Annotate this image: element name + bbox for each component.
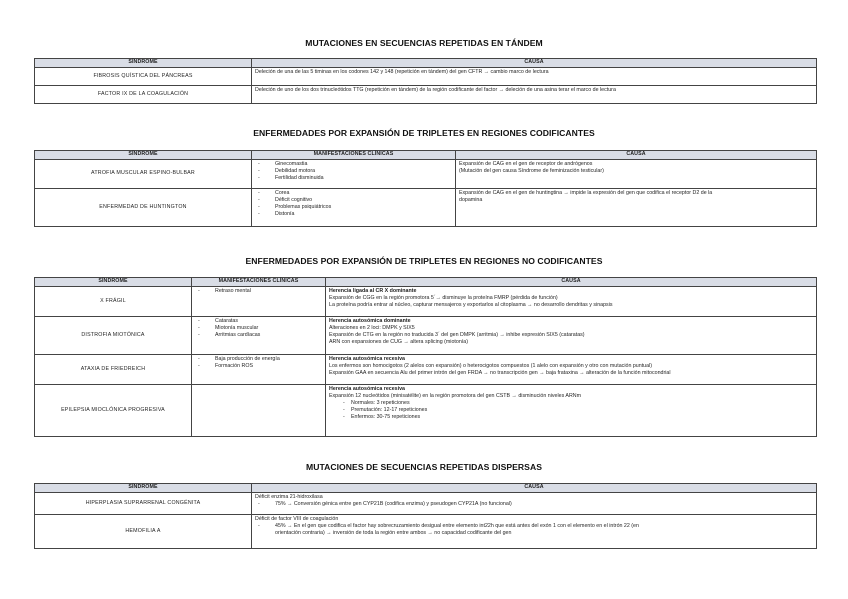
cause-line: Alteraciones en 2 loci: DMPK y SIX5 [329,324,415,331]
inheritance-heading: Herencia autosómica recesiva [329,355,405,362]
list-item: - Debilidad motora [255,168,452,175]
table-row [35,316,817,354]
list-item: - Normales: 3 repeticiones [329,400,813,407]
cause-line: La proteína podría entrar al núcleo, capturar mensajeros y exportarlos al citoplasma → no desarrollo dendritas y sinapsis [329,301,613,308]
header-cause: CAUSA [252,484,817,493]
manifestations-cell [252,159,456,188]
table-dispersed [34,483,817,549]
header-syndrome: SÍNDROME [35,278,192,287]
list-item: - Formación ROS [195,363,322,370]
list-item: - Distonía [255,211,452,218]
list-item: - Premutación: 12-17 repeticiones [329,407,813,414]
section-title-tandem: MUTACIONES EN SECUENCIAS REPETIDAS EN TÁNDEM [305,38,543,48]
table-row [35,492,817,514]
cause-cell [326,384,817,436]
cause-line: Expansión de CTG en la región no traducida 3´ del gen DMPK (arritmia) → inhibe expresión SIX5 (cataratas) [329,331,585,338]
table-row [35,188,817,226]
list-item: - Cataratas [195,318,322,325]
inheritance-heading: Herencia autosómica dominante [329,317,411,324]
header-cause: CAUSA [252,59,817,68]
cause-cell: Deleción de uno de los dos trinucleótidos TTG (repetición en tándem) de la región codificante del factor → deleción de una asina terar el marco de lectura [252,85,817,103]
table-row [35,85,817,103]
cause-cell [326,316,817,354]
manifestations-cell [192,384,326,436]
syndrome-cell: HIPERPLASIA SUPRARRENAL CONGÉNITA [35,492,252,514]
table-header [35,278,817,287]
table-header [35,484,817,493]
table-row [35,159,817,188]
syndrome-cell: X FRÁGIL [35,286,192,316]
list-item: - Corea [255,190,452,197]
manifestations-cell [192,286,326,316]
table-row [35,514,817,548]
table-row [35,286,817,316]
table-row [35,67,817,85]
syndrome-cell: ATROFIA MUSCULAR ESPINO-BULBAR [35,159,252,188]
list-item: - Problemas psiquiátricos [255,204,452,211]
list-item: - Arritmias cardíacas [195,332,322,339]
table-noncoding [34,277,817,437]
cause-heading: Déficit de factor VIII de coagulación [255,515,339,522]
cause-cell [326,354,817,384]
list-item: - Miotonía muscular [195,325,322,332]
syndrome-cell: EPILEPSIA MIOCLÓNICA PROGRESIVA [35,384,192,436]
cause-cell [456,159,817,188]
inheritance-heading: Herencia ligada al CR X dominante [329,287,417,294]
list-item: - Fertilidad disminuida [255,175,452,182]
cause-cell [456,188,817,226]
manifestations-cell [252,188,456,226]
header-syndrome: SÍNDROME [35,151,252,160]
table-header [35,59,817,68]
list-item: - Enfermos: 30-75 repeticiones [329,414,813,421]
cause-line: Los enfermos son homocigotos (2 alelos con expansión) o heterocigotos compuestos (1 alelo con expansión y otro con mutación puntual) [329,362,653,369]
cause-cell [252,514,817,548]
section-title-noncoding: ENFERMEDADES POR EXPANSIÓN DE TRIPLETES EN REGIONES NO CODIFICANTES [245,256,603,266]
cause-line: Expansión de CAG en el gen de huntingtina → impide la expresión del gen que codifica el receptor D2 de la [459,189,713,196]
list-item: - 75% → Conversión génica entre gen CYP21B (codifica enzima) y pseudogen CYP21A (no funcional) [255,501,813,508]
cause-line: (Mutación del gen causa Síndrome de feminización testicular) [459,167,604,174]
cause-cell [326,286,817,316]
syndrome-cell: ATAXIA DE FRIEDREICH [35,354,192,384]
list-item: - 45% → En el gen que codifica el factor hay sobrecruzamiento desigual entre elemento int22h que está antes del exón 1 con el elemento en el intrón 22 (en [255,523,813,530]
table-header [35,151,817,160]
cause-line: ARN con expansiones de CUG → altera splicing (miotonía) [329,338,468,345]
syndrome-cell: DISTROFIA MIOTÓNICA [35,316,192,354]
header-syndrome: SÍNDROME [35,59,252,68]
manifestations-cell [192,354,326,384]
table-row [35,354,817,384]
cause-line: Expansión de CAG en el gen de receptor de andrógenos [459,160,593,167]
section-title-coding: ENFERMEDADES POR EXPANSIÓN DE TRIPLETES EN REGIONES CODIFICANTES [253,128,595,138]
inheritance-heading: Herencia autosómica recesiva [329,385,405,392]
header-manifestations: MANIFESTACIONES CLÍNICAS [252,151,456,160]
cause-line: dopamina [459,196,483,203]
list-item: - Baja producción de energía [195,356,322,363]
manifestations-cell [192,316,326,354]
list-item: - Déficit cognitivo [255,197,452,204]
header-syndrome: SÍNDROME [35,484,252,493]
syndrome-cell: ENFERMEDAD DE HUNTINGTON [35,188,252,226]
cause-line: Expansión GAA en secuencia Alu del primer intrón del gen FRDA → no transcripción gen → baja frataxina → alteración de la función mitocondrial [329,369,671,376]
cause-heading: Déficit enzima 21-hidroxilasa [255,493,323,500]
syndrome-cell: FACTOR IX DE LA COAGULACIÓN [35,85,252,103]
section-title-dispersed: MUTACIONES DE SECUENCIAS REPETIDAS DISPERSAS [305,462,542,472]
table-coding [34,150,817,227]
cause-line: orientación contraria) → inversión de toda la región entre ambos → no capacidad codificante del gen [275,529,512,536]
header-cause: CAUSA [326,278,817,287]
cause-cell [252,492,817,514]
list-item: - Ginecomastia [255,161,452,168]
syndrome-cell: FIBROSIS QUÍSTICA DEL PÁNCREAS [35,67,252,85]
table-row [35,384,817,436]
cause-cell: Deleción de una de las 5 timinas en los codones 142 y 148 (repetición en tándem) del gen CFTR → cambio marco de lectura [252,67,817,85]
cause-line: Expansión 12 nucleótidos (minisatélite) en la región promotora del gen CSTB → disminución niveles ARNm [329,392,582,399]
header-cause: CAUSA [456,151,817,160]
header-manifestations: MANIFESTACIONES CLÍNICAS [192,278,326,287]
syndrome-cell: HEMOFILIA A [35,514,252,548]
table-tandem [34,58,817,104]
list-item: - Retraso mental [195,288,322,295]
cause-line: Expansión de CGG en la región promotora 5´→ disminuye la proteína FMRP (pérdida de función) [329,294,558,301]
